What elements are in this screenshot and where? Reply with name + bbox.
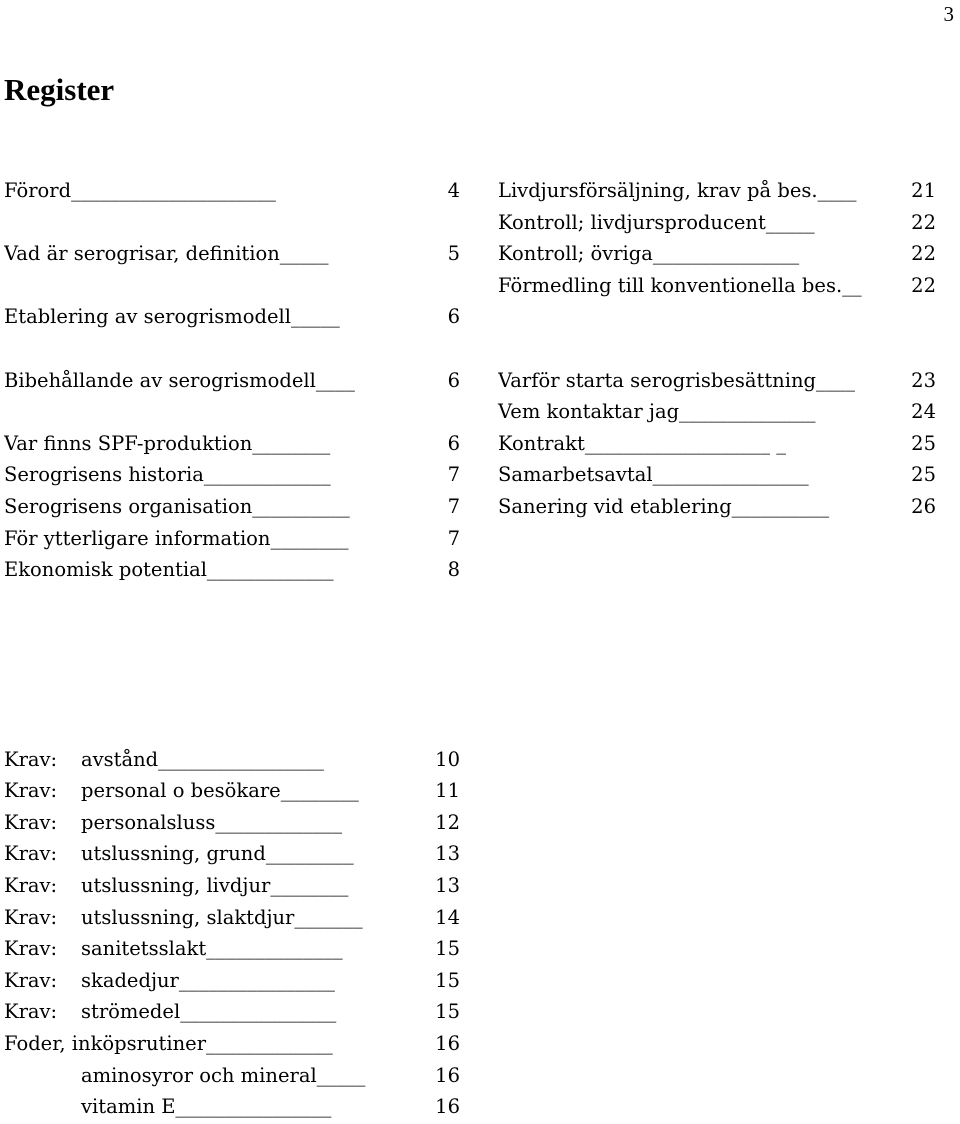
index-entry-label [4,807,424,839]
index-entry-page-number: 16 [435,1063,460,1087]
index-entry[interactable] [4,491,460,523]
index-entry-text: strömedel________________ [81,1000,337,1024]
index-entry-label [4,838,424,870]
index-entry-page-number: 7 [447,494,460,518]
index-entry-label [4,933,424,965]
index-entry[interactable] [4,965,460,997]
index-entry[interactable] [4,301,460,333]
index-entry[interactable] [498,365,936,397]
index-entry-page-number: 21 [911,179,936,202]
index-entry[interactable] [498,175,936,207]
index-entry-label [4,870,424,902]
index-entry[interactable] [4,428,460,460]
index-entry-text: utslussning, grund_________ [81,842,354,866]
index-spacer [4,207,460,239]
index-entry-page-number: 6 [447,431,460,455]
index-entry-text: skadedjur________________ [81,968,335,992]
index-entry-page-number: 13 [435,874,460,898]
index-entry-text: avstånd_________________ [81,747,324,771]
index-entry[interactable] [4,807,460,839]
index-entry-page-number: 10 [435,747,460,771]
index-spacer [4,649,460,681]
index-entry-page-number: 7 [447,463,460,487]
index-entry-label: Varför starta serogrisbesättning____ [498,368,855,392]
index-entry-label: Serogrisens organisation__________ [4,494,350,518]
index-entry-page-number: 25 [911,463,936,487]
index-entry[interactable] [4,933,460,965]
index-entry[interactable] [4,365,460,397]
page-title: Register [4,72,115,107]
index-entry-label: För ytterligare information________ [4,526,349,550]
index-entry[interactable] [498,396,936,428]
index-entry-page-number: 25 [911,431,936,455]
index-entry-text: utslussning, livdjur________ [81,874,349,898]
index-entry-label [4,744,424,776]
index-entry-prefix: Krav: [4,874,58,898]
index-entry-page-number: 4 [447,179,460,202]
index-spacer [4,333,460,365]
index-entry-label [4,775,424,807]
index-entry-prefix: Krav: [4,779,58,803]
index-entry-page-number: 15 [435,1000,460,1024]
index-entry-page-number: 15 [435,968,460,992]
index-entry-label: Sanering vid etablering__________ [498,494,830,518]
index-entry[interactable] [4,996,460,1028]
index-entry[interactable] [498,491,936,523]
index-spacer [4,586,460,618]
index-entry-page-number: 12 [435,810,460,834]
index-entry-label: Förord_____________________ [4,179,276,202]
page-number: 3 [943,2,954,26]
index-entry[interactable] [4,1091,460,1123]
index-entry-text: sanitetsslakt______________ [81,937,343,961]
index-entry-page-number: 22 [911,242,936,266]
index-entry-label: Kontrakt___________________ _ [498,431,786,455]
index-entry-page-number: 8 [447,558,460,582]
index-entry[interactable] [4,238,460,270]
index-entry-label: Livdjursförsäljning, krav på bes.____ [498,179,857,202]
index-entry-label: Kontroll; livdjursproducent_____ [498,210,815,234]
index-entry[interactable] [4,459,460,491]
index-entry-page-number: 15 [435,937,460,961]
index-entry[interactable] [498,459,936,491]
index-entry-label: Serogrisens historia_____________ [4,463,331,487]
index-entry-page-number: 7 [447,526,460,550]
index-spacer [498,301,936,333]
index-entry-label: vitamin E________________ [81,1095,332,1119]
index-entry-page-number: 26 [911,494,936,518]
index-entry[interactable] [4,838,460,870]
index-entry-prefix: Krav: [4,937,58,961]
index-entry[interactable] [4,175,460,207]
index-entry[interactable] [4,744,460,776]
index-entry-label: Etablering av serogrismodell_____ [4,305,340,329]
index-spacer [4,681,460,713]
index-entry-prefix: Krav: [4,905,58,929]
index-entry[interactable] [498,238,936,270]
index-spacer [4,712,460,744]
index-entry[interactable] [498,207,936,239]
index-entry[interactable] [4,1028,460,1060]
index-entry[interactable] [498,270,936,302]
index-entry-label [4,965,424,997]
index-entry-page-number: 24 [911,400,936,424]
index-entry-label: Ekonomisk potential_____________ [4,558,334,582]
index-right-column [498,175,936,523]
index-entry-prefix: Krav: [4,968,58,992]
index-spacer [498,333,936,365]
index-entry-label: Samarbetsavtal________________ [498,463,809,487]
index-entry-prefix: Krav: [4,1000,58,1024]
index-entry[interactable] [4,870,460,902]
index-entry[interactable] [4,775,460,807]
index-entry-text: utslussning, slaktdjur_______ [81,905,363,929]
index-entry-text: personalsluss_____________ [81,810,343,834]
index-entry-page-number: 16 [435,1032,460,1056]
index-left-column [4,175,460,1123]
index-entry-page-number: 16 [435,1095,460,1119]
index-entry-label: Foder, inköpsrutiner_____________ [4,1032,333,1056]
index-entry-text: personal o besökare________ [81,779,359,803]
index-entry-label: Förmedling till konventionella bes.__ [498,273,862,297]
index-entry-page-number: 6 [447,368,460,392]
index-entry-prefix: Krav: [4,842,58,866]
index-entry-prefix: Krav: [4,747,58,771]
index-entry[interactable] [4,554,460,586]
index-spacer [4,396,460,428]
index-entry-label: Var finns SPF-produktion________ [4,431,331,455]
index-entry-label: aminosyror och mineral_____ [81,1063,366,1087]
index-entry[interactable] [4,523,460,555]
index-entry-page-number: 23 [911,368,936,392]
index-entry-page-number: 22 [911,210,936,234]
index-entry[interactable] [4,1060,460,1092]
index-entry[interactable] [498,428,936,460]
index-entry-page-number: 14 [435,905,460,929]
index-entry-page-number: 13 [435,842,460,866]
index-entry-label: Vad är serogrisar, definition_____ [4,242,329,266]
index-entry-label: Vem kontaktar jag______________ [498,400,816,424]
index-spacer [4,617,460,649]
index-entry-page-number: 6 [447,305,460,329]
index-entry[interactable] [4,902,460,934]
index-entry-page-number: 5 [447,242,460,266]
index-entry-page-number: 22 [911,273,936,297]
index-entry-label: Kontroll; övriga_______________ [498,242,800,266]
index-entry-label [4,996,424,1028]
index-entry-label: Bibehållande av serogrismodell____ [4,368,355,392]
index-entry-label [4,902,424,934]
index-spacer [4,270,460,302]
index-entry-page-number: 11 [435,779,460,803]
index-entry-prefix: Krav: [4,810,58,834]
